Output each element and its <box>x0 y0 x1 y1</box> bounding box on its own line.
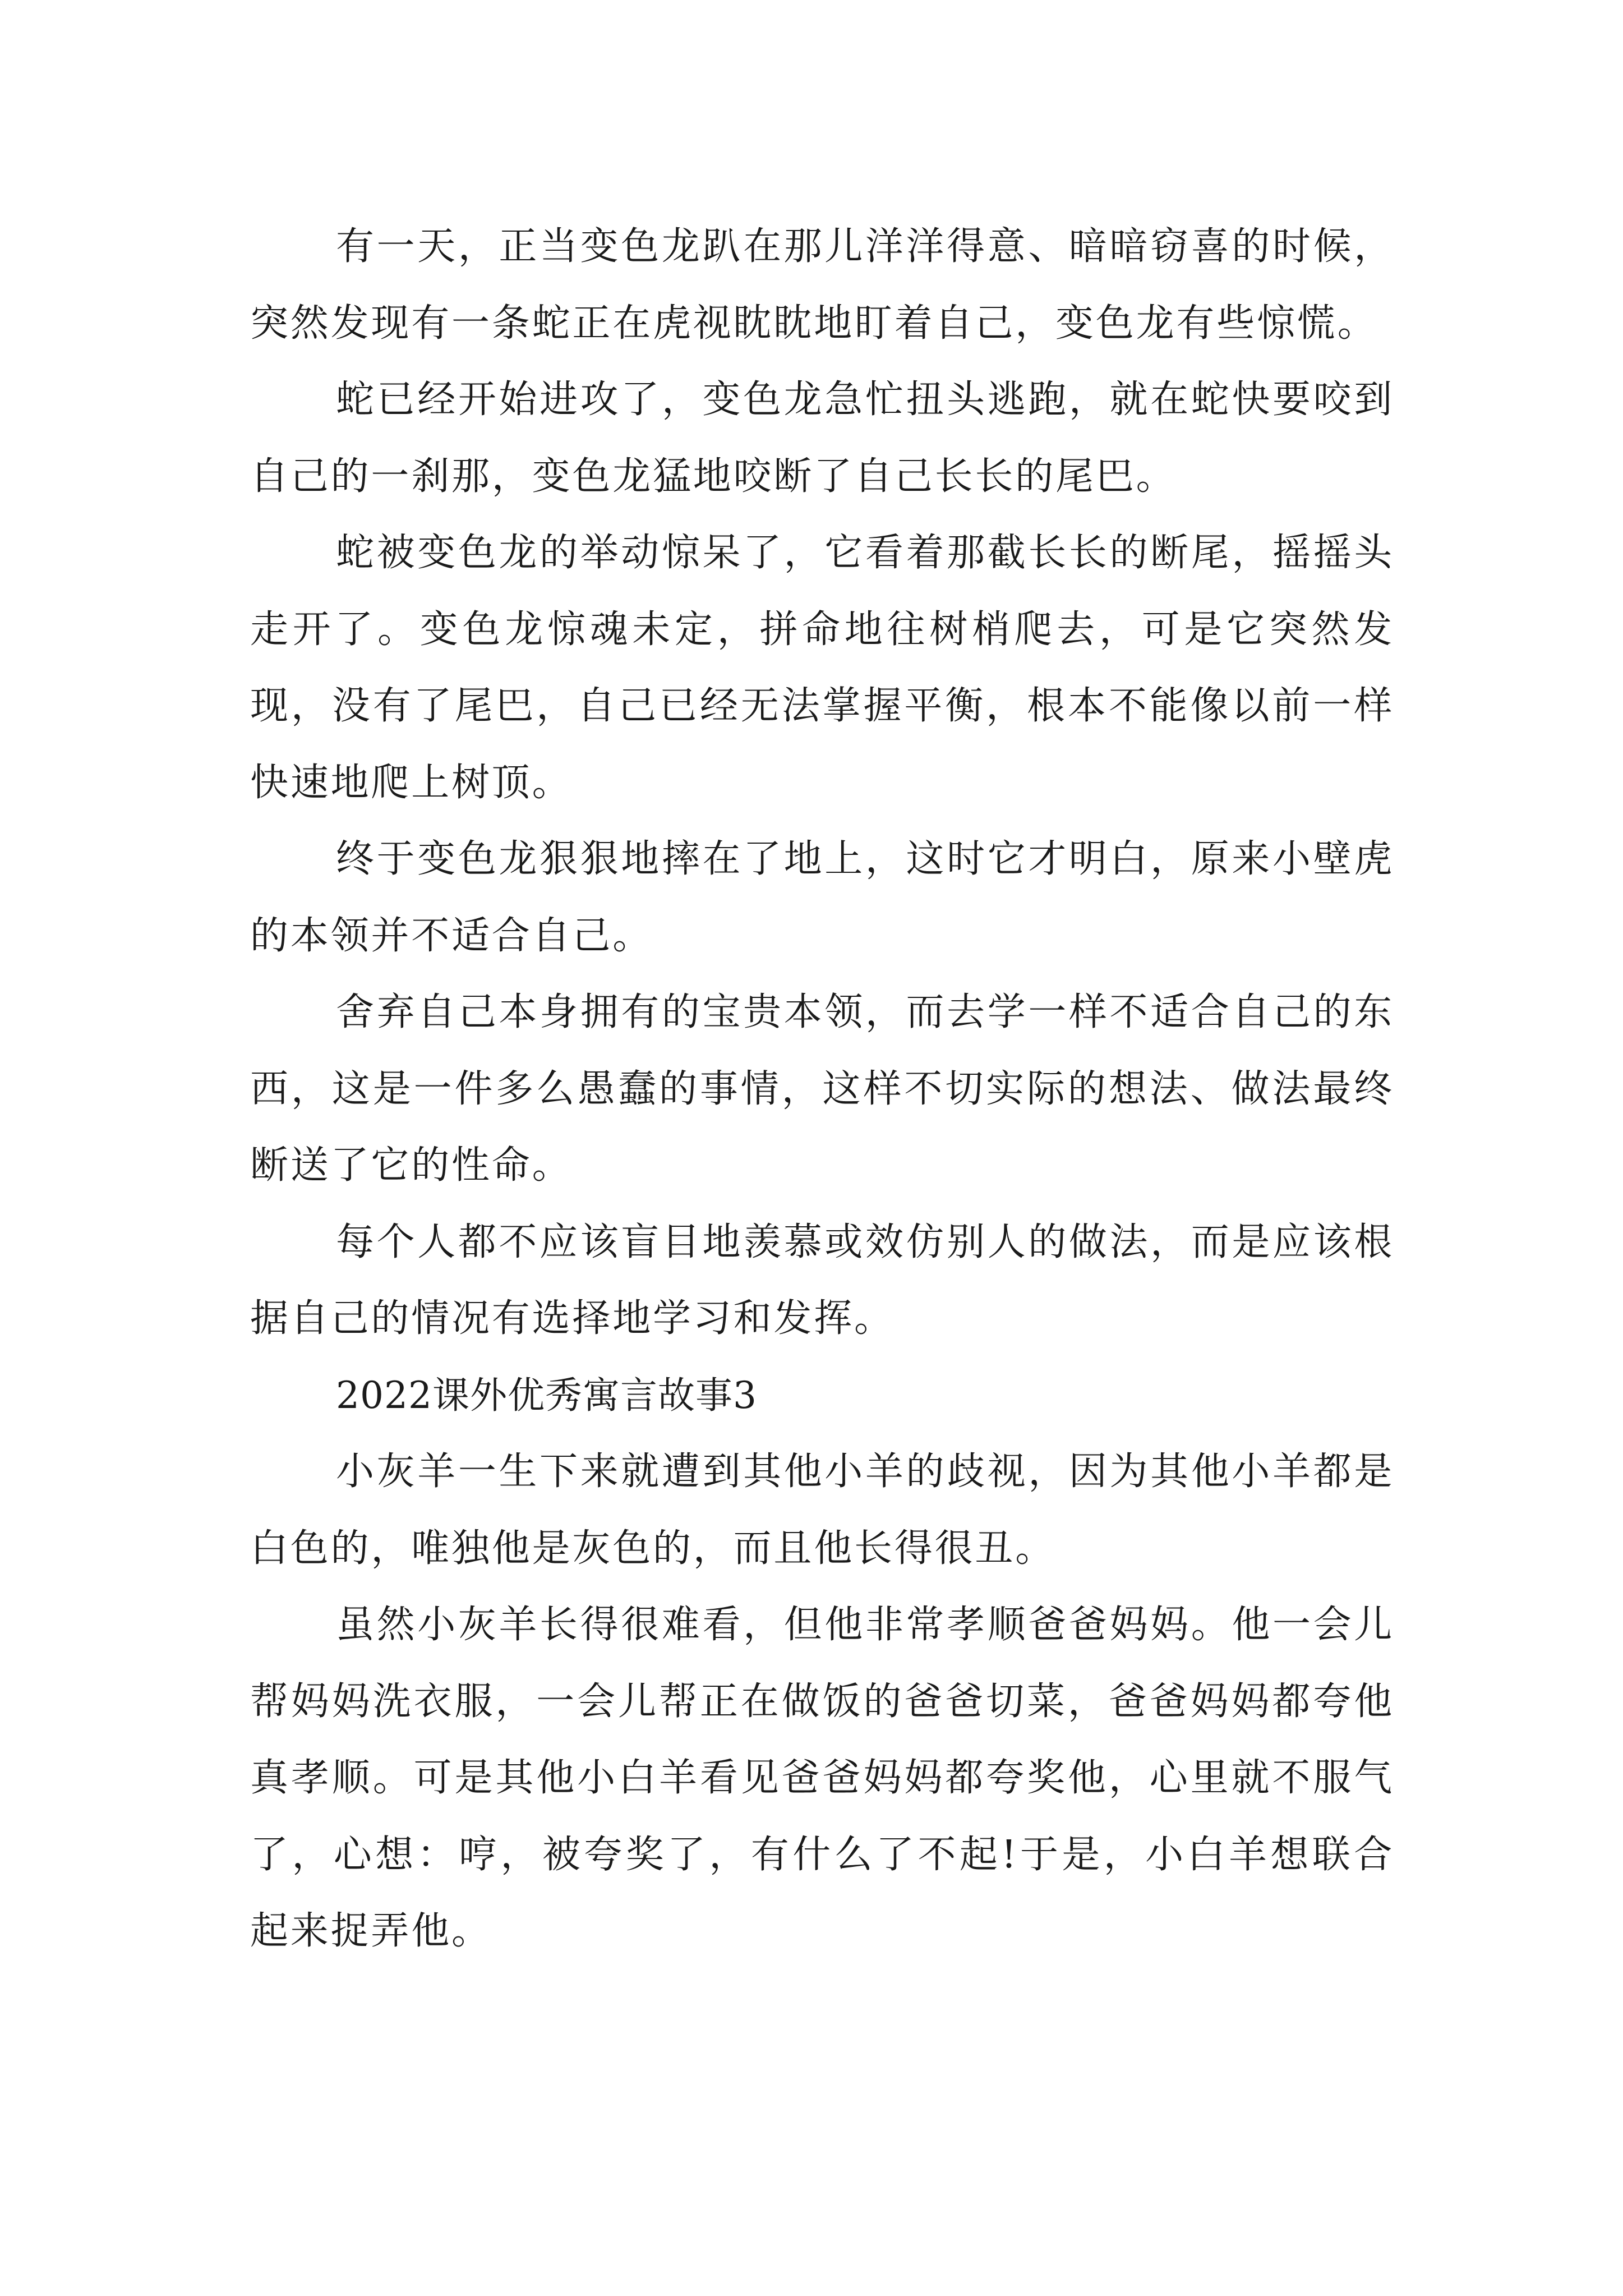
document-body <box>250 209 1394 1970</box>
paragraph-chameleon-loses-balance: 蛇被变色龙的举动惊呆了，它看着那截长长的断尾，摇摇头走开了。变色龙惊魂未定，拼命地往树梢爬去，可是它突然发现，没有了尾巴，自己已经无法掌握平衡，根本不能像以前一样快速地爬上树顶。 <box>250 531 1394 805</box>
paragraph-chameleon-snake-appears: 有一天，正当变色龙趴在那儿洋洋得意、暗暗窃喜的时候，突然发现有一条蛇正在虎视眈眈地盯着自己，变色龙有些惊慌。 <box>250 224 1394 346</box>
paragraph-chameleon-falls: 终于变色龙狠狠地摔在了地上，这时它才明白，原来小壁虎的本领并不适合自己。 <box>250 837 1394 958</box>
paragraph-moral-learn: 每个人都不应该盲目地羡慕或效仿别人的做法，而是应该根据自己的情况有选择地学习和发挥。 <box>250 1220 1394 1341</box>
paragraph-chameleon-bites-tail: 蛇已经开始进攻了，变色龙急忙扭头逃跑，就在蛇快要咬到自己的一刹那，变色龙猛地咬断了自己长长的尾巴。 <box>250 378 1394 499</box>
section-heading: 2022课外优秀寓言故事3 <box>336 1373 757 1417</box>
paragraph-grey-lamb-filial: 虽然小灰羊长得很难看，但他非常孝顺爸爸妈妈。他一会儿帮妈妈洗衣服，一会儿帮正在做饭的爸爸切菜，爸爸妈妈都夸他真孝顺。可是其他小白羊看见爸爸妈妈都夸奖他，心里就不服气了，心想：哼，被夸奖了，有什么了不起!于是，小白羊想联合起来捉弄他。 <box>250 1603 1394 1953</box>
paragraph-moral-foolish: 舍弃自己本身拥有的宝贵本领，而去学一样不适合自己的东西，这是一件多么愚蠢的事情，这样不切实际的想法、做法最终断送了它的性命。 <box>250 990 1394 1188</box>
paragraph-grey-lamb-born: 小灰羊一生下来就遭到其他小羊的歧视，因为其他小羊都是白色的，唯独他是灰色的，而且他长得很丑。 <box>250 1450 1394 1571</box>
